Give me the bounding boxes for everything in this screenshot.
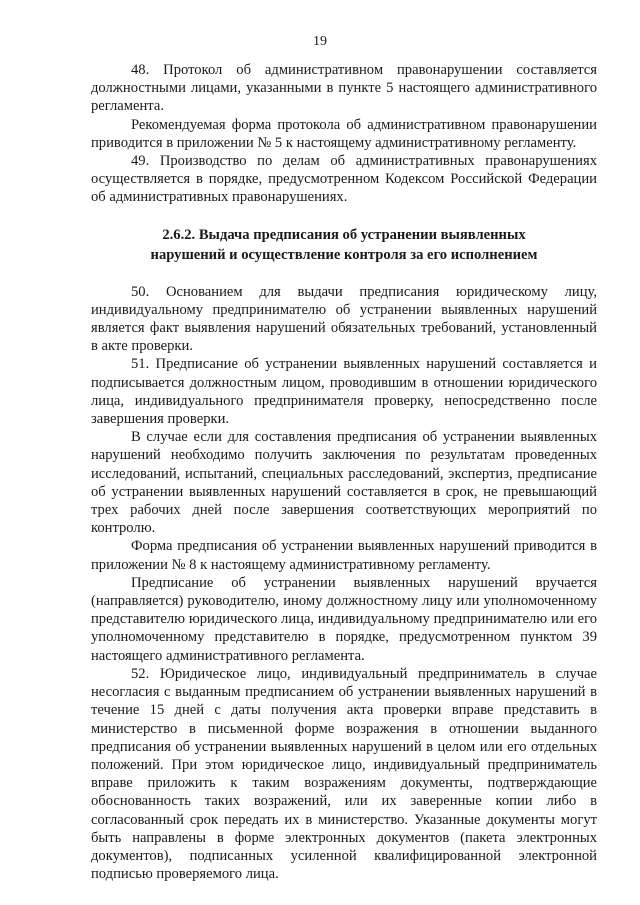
paragraph-48-form: Рекомендуемая форма протокола об административном правонарушении приводится в приложении № 5 к настоящему административному регламенту.	[91, 116, 597, 151]
paragraph-51-conclusions: В случае если для составления предписания об устранении выявленных нарушений необходимо получить заключения по результатам проведенных исследований, испытаний, специальных расследований, экспертиз, предписание об устранении выявленных нарушений составляется в срок, не превышающий трех рабочих дней после завершения соответствующих мероприятий по контролю.	[91, 429, 597, 537]
paragraph-48: 48. Протокол об административном правонарушении составляется должностными лицами, указанными в пункте 5 настоящего административного регламента.	[91, 62, 597, 115]
page-number: 19	[313, 34, 327, 49]
section-heading-line-2: нарушений и осуществление контроля за его исполнением	[150, 246, 538, 263]
spacer	[91, 207, 597, 225]
paragraph-51-form: Форма предписания об устранении выявленных нарушений приводится в приложении № 8 к настоящему административному регламенту.	[91, 538, 597, 573]
paragraph-51-delivery: Предписание об устранении выявленных нарушений вручается (направляется) руководителю, иному должностному лицу или уполномоченному представителю юридического лица, индивидуальному предпринимателю или его уполномоченному представителю в порядке, предусмотренном пунктом 39 настоящего административного регламента.	[91, 574, 597, 664]
document-body	[91, 61, 597, 883]
paragraph-51: 51. Предписание об устранении выявленных нарушений составляется и подписывается должностным лицом, проводившим в отношении юридического лица, индивидуального предпринимателя проверку, непосредственно после завершения проверки.	[91, 356, 597, 428]
section-heading-line-1: 2.6.2. Выдача предписания об устранении выявленных	[162, 226, 526, 243]
paragraph-49: 49. Производство по делам об административных правонарушениях осуществляется в порядке, предусмотренном Кодексом Российской Федерации об административных правонарушениях.	[91, 153, 597, 206]
section-heading	[91, 225, 597, 265]
paragraph-50: 50. Основанием для выдачи предписания юридическому лицу, индивидуальному предпринимателю об устранении выявленных нарушений является факт выявления нарушений обязательных требований, установленный в акте проверки.	[91, 283, 597, 355]
spacer	[91, 265, 597, 283]
paragraph-52: 52. Юридическое лицо, индивидуальный предприниматель в случае несогласия с выданным предписанием об устранении выявленных нарушений в течение 15 дней с даты получения акта проверки вправе представить в министерство в письменной форме возражения в отношении выданного предписания об устранении выявленных нарушений в целом или его отдельных положений. При этом юридическое лицо, индивидуальный предприниматель вправе приложить к таким возражениям документы, подтверждающие обоснованность таких возражений, или их заверенные копии либо в согласованный срок передать их в министерство. Указанные документы могут быть направлены в форме электронных документов (пакета электронных документов), подписанных усиленной квалифицированной электронной подписью проверяемого лица.	[91, 665, 597, 883]
